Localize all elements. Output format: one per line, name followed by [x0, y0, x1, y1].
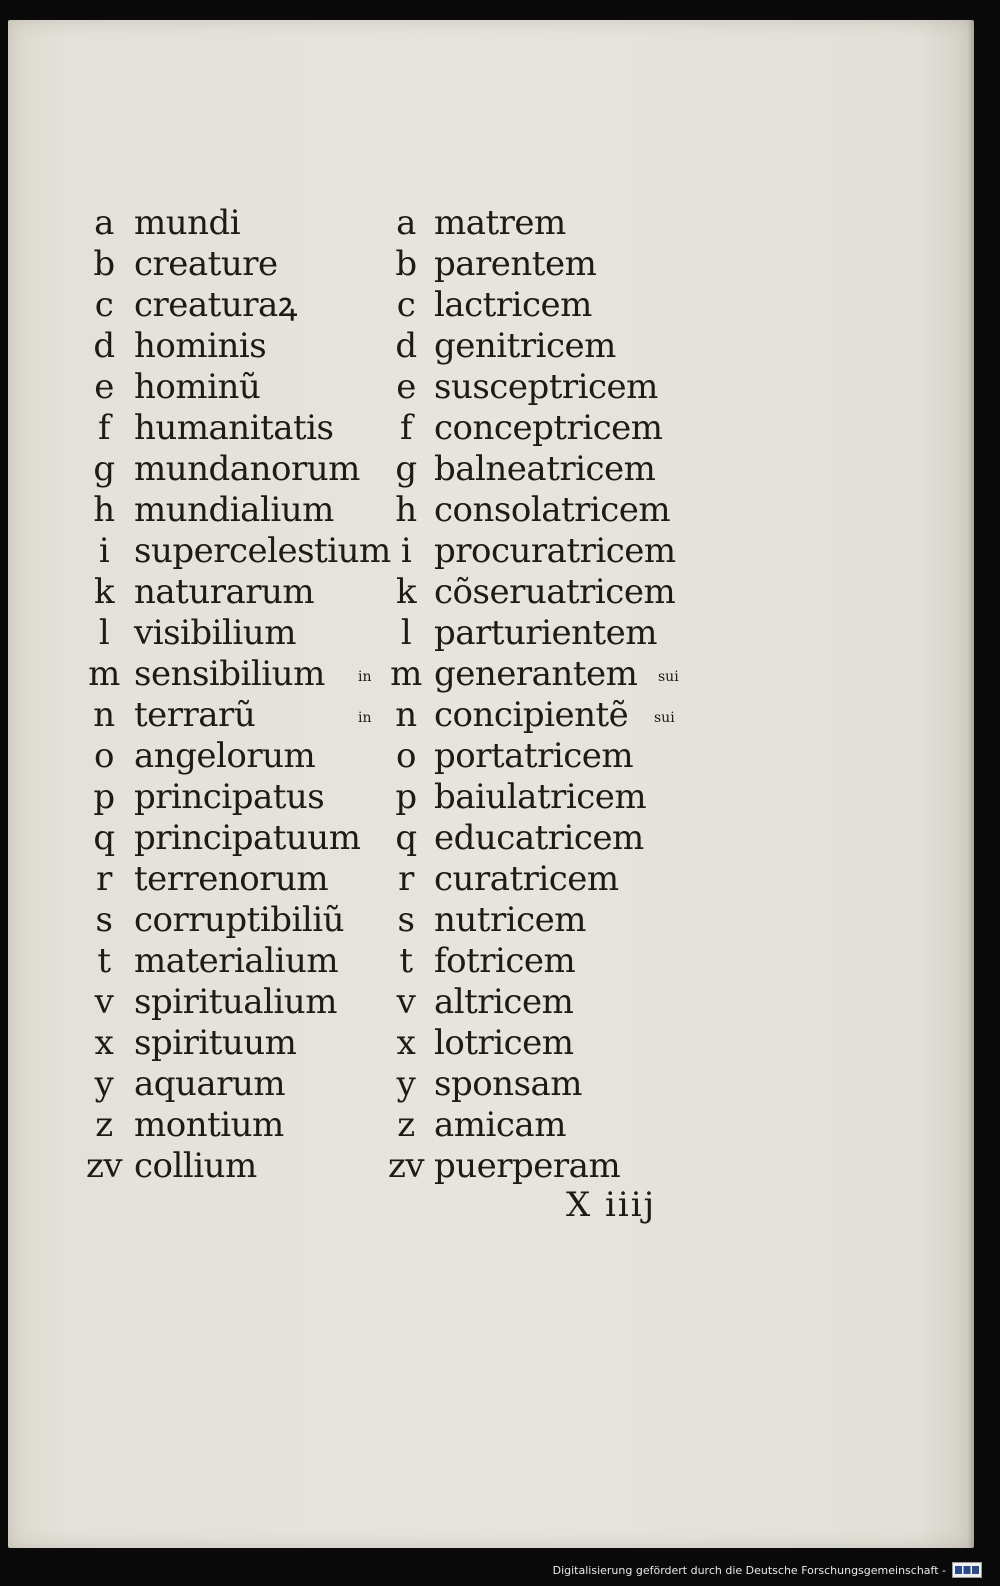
left-letter: b: [93, 244, 115, 284]
page-edge-shadow: [968, 20, 974, 1548]
left-letter: p: [93, 777, 115, 817]
left-letter: y: [94, 1064, 114, 1104]
right-word: generantem: [434, 654, 638, 694]
right-word: balneatricem: [434, 449, 656, 489]
left-word: spirituum: [134, 1023, 297, 1063]
left-word: naturarum: [134, 572, 315, 612]
left-word: mundialium: [134, 490, 334, 530]
left-word: montium: [134, 1105, 284, 1145]
left-letter: i: [98, 531, 110, 571]
right-word: matrem: [434, 203, 566, 243]
left-word: creaturaꝝ: [134, 285, 297, 325]
left-word: aquarum: [134, 1064, 286, 1104]
right-word: altricem: [434, 982, 574, 1022]
right-letter: t: [399, 941, 413, 981]
right-word: cõseruatricem: [434, 572, 676, 612]
right-letter: g: [395, 449, 417, 489]
right-word: procuratricem: [434, 531, 676, 571]
right-word: portatricem: [434, 736, 634, 776]
marginal-note-in: in: [358, 669, 372, 685]
left-word: humanitatis: [134, 408, 334, 448]
left-word: hominũ: [134, 367, 261, 407]
right-word: concipientẽ: [434, 695, 629, 735]
right-letter: z: [397, 1105, 415, 1145]
marginal-note-sui: sui: [654, 710, 675, 726]
left-word-column: [134, 203, 391, 1187]
right-letter: q: [395, 818, 417, 858]
right-letter: p: [395, 777, 417, 817]
right-letter: o: [396, 736, 416, 776]
left-letter-column: [80, 203, 128, 1187]
left-word: angelorum: [134, 736, 316, 776]
left-letter: o: [94, 736, 114, 776]
right-letter: n: [395, 695, 417, 735]
right-letter: l: [400, 613, 412, 653]
left-letter: a: [94, 203, 114, 243]
right-letter: e: [396, 367, 416, 407]
book-page: [8, 20, 974, 1548]
right-letter: k: [395, 572, 417, 612]
left-letter: z: [95, 1105, 113, 1145]
right-word: parturientem: [434, 613, 658, 653]
left-word: visibilium: [134, 613, 296, 653]
left-letter: q: [93, 818, 115, 858]
signature-mark: X iiij: [566, 1185, 657, 1225]
left-letter: e: [94, 367, 114, 407]
right-word: baiulatricem: [434, 777, 647, 817]
right-word: lotricem: [434, 1023, 574, 1063]
right-letter: r: [398, 859, 414, 899]
right-word-column: [434, 203, 694, 1187]
right-letter: m: [390, 654, 422, 694]
left-letter: t: [97, 941, 111, 981]
right-word: sponsam: [434, 1064, 583, 1104]
left-letter: d: [93, 326, 115, 366]
right-word: conceptricem: [434, 408, 663, 448]
left-word: materialium: [134, 941, 339, 981]
right-word: lactricem: [434, 285, 592, 325]
dfg-logo-icon: [952, 1562, 982, 1578]
left-word: supercelestium: [134, 531, 391, 571]
left-word: terrarũ: [134, 695, 256, 735]
right-word: puerperam: [434, 1146, 621, 1186]
right-word: curatricem: [434, 859, 619, 899]
right-letter: h: [395, 490, 417, 530]
left-letter: l: [98, 613, 110, 653]
right-letter: y: [396, 1064, 416, 1104]
left-letter: x: [94, 1023, 114, 1063]
right-letter: a: [396, 203, 416, 243]
right-letter: f: [399, 408, 413, 448]
left-letter: s: [95, 900, 113, 940]
left-letter: r: [96, 859, 112, 899]
left-word: mundanorum: [134, 449, 360, 489]
left-letter: v: [94, 982, 114, 1022]
right-word: parentem: [434, 244, 597, 284]
left-letter: n: [93, 695, 115, 735]
right-letter: zv: [387, 1146, 425, 1186]
left-word: corruptibiliũ: [134, 900, 345, 940]
right-letter: c: [396, 285, 416, 325]
right-word: nutricem: [434, 900, 586, 940]
left-word: principatuum: [134, 818, 361, 858]
left-word: sensibilium: [134, 654, 325, 694]
right-letter: i: [400, 531, 412, 571]
left-word: terrenorum: [134, 859, 329, 899]
right-word: consolatricem: [434, 490, 671, 530]
left-word: principatus: [134, 777, 325, 817]
right-letter: d: [395, 326, 417, 366]
right-letter: v: [396, 982, 416, 1022]
left-word: hominis: [134, 326, 267, 366]
left-letter: zv: [85, 1146, 123, 1186]
right-word: genitricem: [434, 326, 616, 366]
right-word: educatricem: [434, 818, 644, 858]
right-word: amicam: [434, 1105, 566, 1145]
left-letter: h: [93, 490, 115, 530]
marginal-note-sui: sui: [658, 669, 679, 685]
footer-credit: [553, 1558, 982, 1582]
left-letter: f: [97, 408, 111, 448]
right-letter: s: [397, 900, 415, 940]
right-word: susceptricem: [434, 367, 658, 407]
left-letter: m: [88, 654, 120, 694]
footer-credit-text: Digitalisierung gefördert durch die Deutsche Forschungsgemeinschaft -: [552, 1563, 946, 1577]
marginal-note-in: in: [358, 710, 372, 726]
right-letter: x: [396, 1023, 416, 1063]
left-letter: c: [94, 285, 114, 325]
left-word: mundi: [134, 203, 241, 243]
left-word: spiritualium: [134, 982, 337, 1022]
left-word: collium: [134, 1146, 257, 1186]
right-letter-column: [380, 203, 432, 1187]
right-letter: b: [395, 244, 417, 284]
right-word: fotricem: [434, 941, 576, 981]
left-letter: g: [93, 449, 115, 489]
left-word: creature: [134, 244, 278, 284]
left-letter: k: [93, 572, 115, 612]
